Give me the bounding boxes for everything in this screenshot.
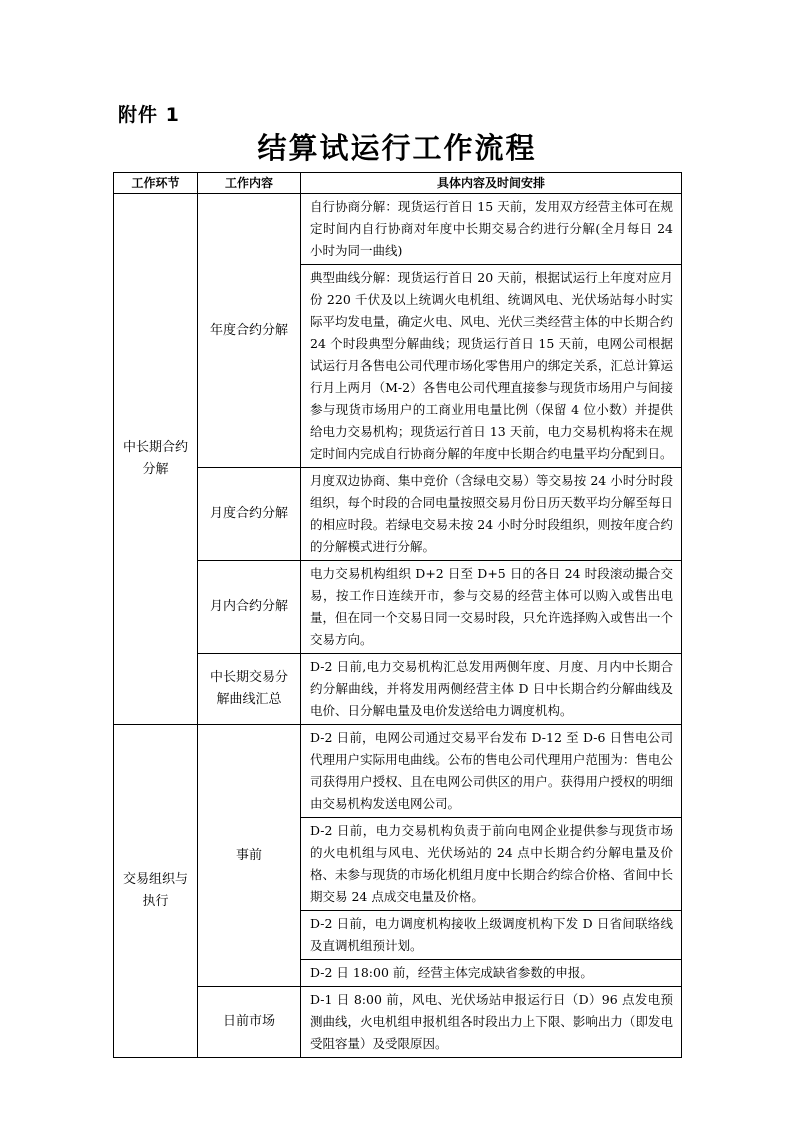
header-work: 工作内容 bbox=[198, 173, 301, 194]
table-header-row bbox=[114, 173, 682, 194]
attachment-label: 附件 1 bbox=[118, 104, 180, 126]
work-cell bbox=[198, 194, 301, 468]
table-row bbox=[114, 654, 682, 725]
header-stage: 工作环节 bbox=[114, 173, 198, 194]
stage-cell bbox=[114, 194, 198, 725]
detail-cell: D-2 日前，电力交易机构负责于前向电网企业提供参与现货市场的火电机组与风电、光伏场站的 24 点中长期合约分解电量及价格、未参与现货的市场化机组月度中长期合约综合价格、省间中长期交易 24 点成交电量及价格。 bbox=[301, 818, 682, 911]
work-label: 月度合约分解 bbox=[209, 506, 288, 521]
detail-cell: D-2 日前，电力调度机构接收上级调度机构下发 D 日省间联络线及直调机组预计划。 bbox=[301, 911, 682, 960]
table-row bbox=[114, 725, 682, 818]
table-row bbox=[114, 561, 682, 654]
detail-cell: 电力交易机构组织 D+2 日至 D+5 日的各日 24 时段滚动撮合交易，按工作日连续开市，参与交易的经营主体可以购入或售出电量，但在同一个交易日同一交易时段，只允许选择购入或售出一个交易方向。 bbox=[301, 561, 682, 654]
work-cell bbox=[198, 561, 301, 654]
work-cell bbox=[198, 725, 301, 987]
work-cell bbox=[198, 987, 301, 1058]
header-details: 具体内容及时间安排 bbox=[301, 173, 682, 194]
work-cell bbox=[198, 654, 301, 725]
detail-cell: D-2 日前,电力交易机构汇总发用两侧年度、月度、月内中长期合约分解曲线，并将发用两侧经营主体 D 日中长期合约分解曲线及电价、日分解电量及电价发送给电力调度机构。 bbox=[301, 654, 682, 725]
detail-cell: 月度双边协商、集中竞价（含绿电交易）等交易按 24 小时分时段组织，每个时段的合同电量按照交易月份日历天数平均分解至每日的相应时段。若绿电交易未按 24 小时分时段组织，则按年度合约的分解模式进行分解。 bbox=[301, 468, 682, 561]
detail-cell: 自行协商分解：现货运行首日 15 天前，发用双方经营主体可在规定时间内自行协商对年度中长期交易合约进行分解(全月每日 24 小时为同一曲线) bbox=[301, 194, 682, 265]
work-label: 月内合约分解 bbox=[209, 599, 288, 614]
detail-cell: D-1 日 8:00 前，风电、光伏场站申报运行日（D）96 点发电预测曲线，火电机组申报机组各时段出力上下限、影响出力（即发电受阻容量）及受限原因。 bbox=[301, 987, 682, 1058]
detail-cell: 典型曲线分解：现货运行首日 20 天前，根据试运行上年度对应月份 220 千伏及以上统调火电机组、统调风电、光伏场站每小时实际平均发电量，确定火电、风电、光伏三类经营主体的中长期合约 24 个时段典型分解曲线；现货运行首日 15 天前，电网公司根据试运行月各售电公司代理市场化零售用户的绑定关系，汇总计算运行月上两月（M-2）各售电公司代理直接参与现货市场用户与间接参与现货市场用户的工商业用电量比例（保留 4 位小数）并提供给电力交易机构；现货运行首日 13 天前，电力交易机构将未在规定时间内完成自行协商分解的年度中长期合约电量平均分配到日。 bbox=[301, 265, 682, 468]
table-row bbox=[114, 194, 682, 265]
stage-label: 交易组织与执行 bbox=[122, 872, 188, 909]
work-label: 年度合约分解 bbox=[209, 322, 288, 338]
workflow-table bbox=[113, 172, 682, 1058]
work-cell bbox=[198, 468, 301, 561]
detail-cell: D-2 日前，电网公司通过交易平台发布 D-12 至 D-6 日售电公司代理用户实际用电曲线。公布的售电公司代理用户范围为：售电公司获得用户授权、且在电网公司供区的用户。获得用户授权的明细由交易机构发送电网公司。 bbox=[301, 725, 682, 818]
table-row bbox=[114, 468, 682, 561]
stage-cell bbox=[114, 725, 198, 1058]
stage-label: 中长期合约分解 bbox=[122, 440, 188, 477]
table-row bbox=[114, 987, 682, 1058]
work-label: 中长期交易分解曲线汇总 bbox=[209, 670, 288, 707]
document-title: 结算试运行工作流程 bbox=[257, 131, 537, 165]
detail-cell: D-2 日 18:00 前，经营主体完成缺省参数的申报。 bbox=[301, 960, 682, 987]
work-label: 事前 bbox=[235, 847, 262, 863]
work-label: 日前市场 bbox=[222, 1014, 275, 1029]
